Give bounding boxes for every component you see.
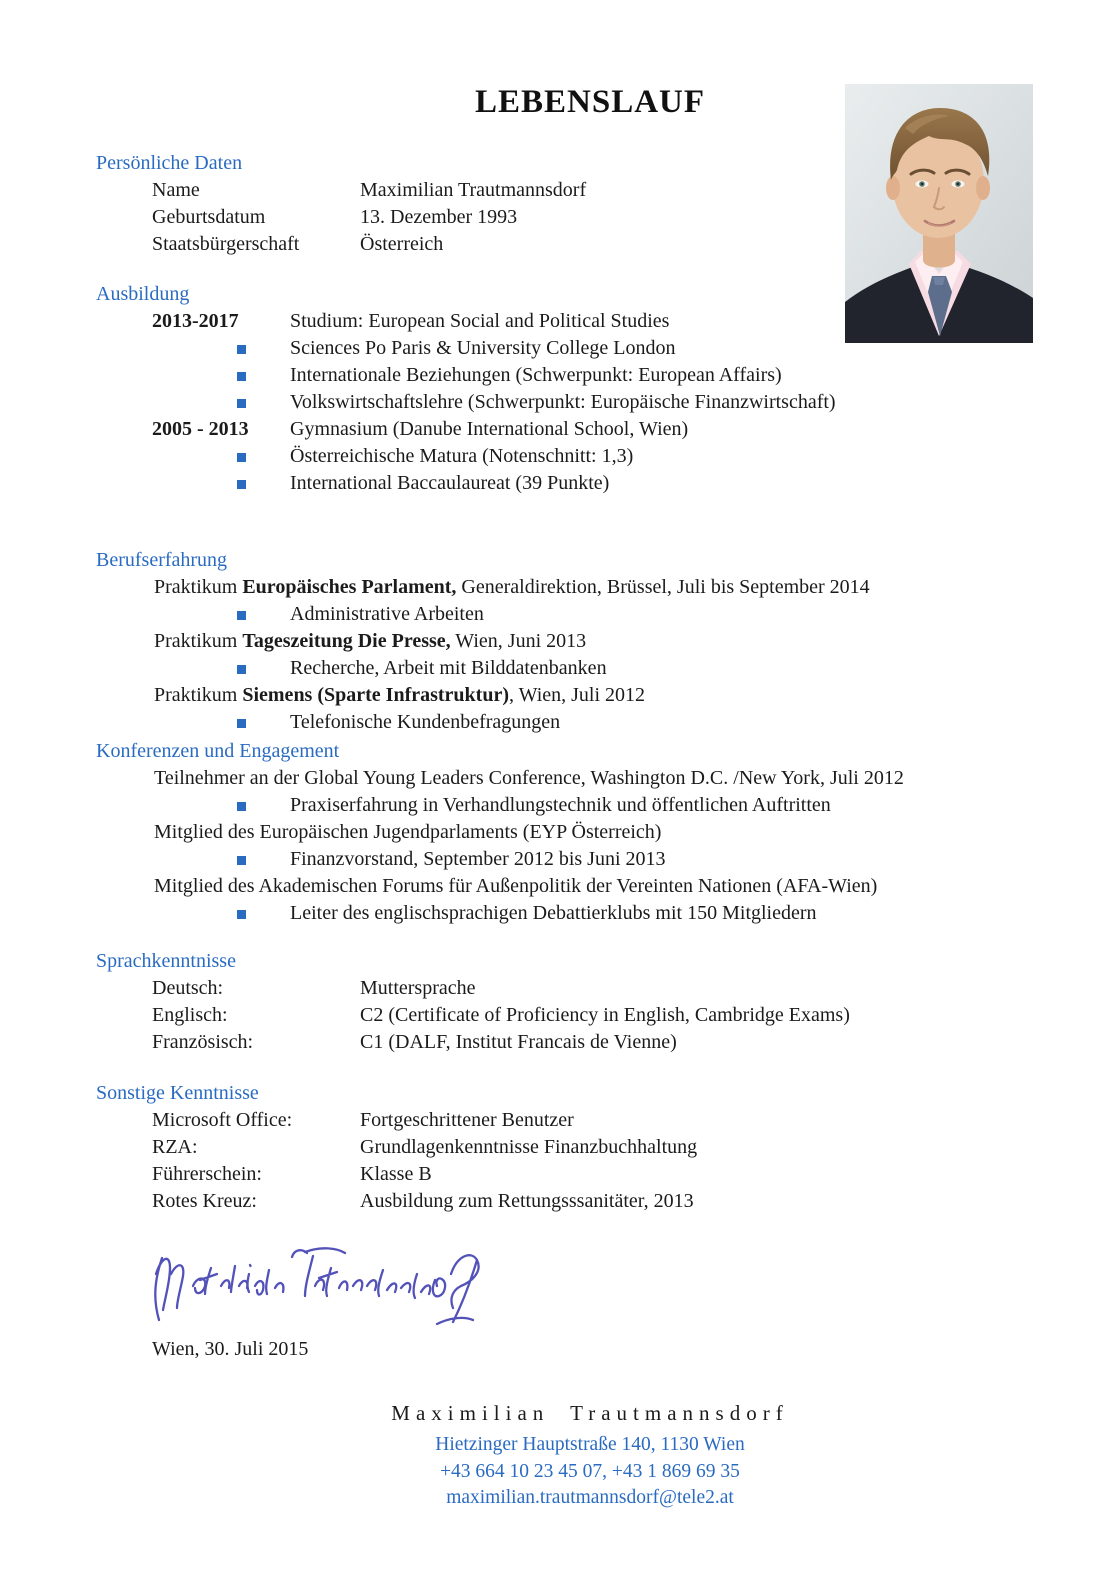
field-label: Staatsbürgerschaft	[152, 233, 300, 255]
field-label: Englisch:	[152, 1004, 228, 1026]
square-bullet-icon	[237, 910, 246, 919]
education-title: Gymnasium (Danube International School, Wien)	[290, 418, 689, 440]
section-heading-experience: Berufserfahrung	[96, 549, 228, 571]
experience-entry-head	[96, 574, 1056, 601]
square-bullet-icon	[237, 611, 246, 620]
skill-row-redcross	[96, 1188, 1056, 1215]
square-bullet-icon	[237, 856, 246, 865]
section-education	[96, 281, 1056, 497]
experience-bullet	[96, 601, 1056, 628]
signature-handwriting	[146, 1230, 502, 1330]
section-heading-engagement: Konferenzen und Engagement	[96, 740, 340, 762]
square-bullet-icon	[237, 802, 246, 811]
entry-detail: Wien, Juni 2013	[450, 630, 587, 652]
language-row-german	[96, 975, 1056, 1002]
education-bullet	[96, 443, 1056, 470]
bullet-text: Volkswirtschaftslehre (Schwerpunkt: Europäische Finanzwirtschaft)	[290, 391, 836, 413]
education-period: 2005 - 2013	[152, 418, 249, 440]
skill-row-rza	[96, 1134, 1056, 1161]
entry-prefix: Praktikum	[154, 684, 243, 706]
entry-detail: Generaldirektion, Brüssel, Juli bis September 2014	[456, 576, 870, 598]
bullet-text: Telefonische Kundenbefragungen	[290, 711, 561, 733]
section-heading-personal: Persönliche Daten	[96, 152, 243, 174]
engagement-entry-head: Teilnehmer an der Global Young Leaders Conference, Washington D.C. /New York, Juli 2012	[154, 767, 904, 789]
field-value: Muttersprache	[360, 977, 476, 999]
section-other-skills	[96, 1080, 1056, 1215]
education-bullet	[96, 362, 1056, 389]
square-bullet-icon	[237, 719, 246, 728]
entry-prefix: Praktikum	[154, 576, 243, 598]
skill-row-license	[96, 1161, 1056, 1188]
field-value: C2 (Certificate of Proficiency in English, Cambridge Exams)	[360, 1004, 850, 1026]
section-languages	[96, 948, 1056, 1056]
section-heading-languages: Sprachkenntnisse	[96, 950, 236, 972]
education-bullet	[96, 335, 1056, 362]
bullet-text: Recherche, Arbeit mit Bilddatenbanken	[290, 657, 607, 679]
bullet-text: International Baccaulaureat (39 Punkte)	[290, 472, 610, 494]
field-value: Fortgeschrittener Benutzer	[360, 1109, 574, 1131]
field-label: Microsoft Office:	[152, 1109, 293, 1131]
experience-entry-head	[96, 682, 1056, 709]
square-bullet-icon	[237, 665, 246, 674]
personal-row-name	[96, 177, 1056, 204]
footer-contact-block	[0, 1400, 1094, 1512]
entry-employer: Tageszeitung Die Presse,	[242, 630, 451, 652]
bullet-text: Sciences Po Paris & University College London	[290, 337, 676, 359]
signature-ink-image	[146, 1230, 502, 1330]
square-bullet-icon	[237, 399, 246, 408]
engagement-entry-head: Mitglied des Akademischen Forums für Außenpolitik der Vereinten Nationen (AFA-Wien)	[154, 875, 878, 897]
bullet-text: Administrative Arbeiten	[290, 603, 484, 625]
entry-prefix: Praktikum	[154, 630, 243, 652]
square-bullet-icon	[237, 345, 246, 354]
field-value: Klasse B	[360, 1163, 432, 1185]
footer-address: Hietzinger Hauptstraße 140, 1130 Wien	[435, 1434, 745, 1455]
field-value: Maximilian Trautmannsdorf	[360, 179, 587, 201]
signature-place-date: Wien, 30. Juli 2015	[152, 1338, 309, 1360]
section-engagement	[96, 738, 1056, 927]
footer-email: maximilian.trautmannsdorf@tele2.at	[446, 1487, 734, 1508]
personal-row-birthdate	[96, 204, 1056, 231]
field-value: Grundlagenkenntnisse Finanzbuchhaltung	[360, 1136, 698, 1158]
bullet-text: Österreichische Matura (Notenschnitt: 1,3)	[290, 445, 634, 467]
education-period: 2013-2017	[152, 310, 239, 332]
field-value: C1 (DALF, Institut Francais de Vienne)	[360, 1031, 677, 1053]
bullet-text: Internationale Beziehungen (Schwerpunkt: European Affairs)	[290, 364, 782, 386]
education-bullet	[96, 389, 1056, 416]
field-value: 13. Dezember 1993	[360, 206, 518, 228]
field-label: RZA:	[152, 1136, 198, 1158]
field-label: Geburtsdatum	[152, 206, 266, 228]
field-label: Führerschein:	[152, 1163, 262, 1185]
language-row-french	[96, 1029, 1056, 1056]
field-value: Österreich	[360, 233, 444, 255]
footer-name: Maximilian Trautmannsdorf	[391, 1401, 789, 1425]
experience-bullet	[96, 709, 1056, 736]
entry-detail: , Wien, Juli 2012	[509, 684, 646, 706]
engagement-entry-head: Mitglied des Europäischen Jugendparlaments (EYP Österreich)	[154, 821, 662, 843]
field-label: Name	[152, 179, 200, 201]
bullet-text: Leiter des englischsprachigen Debattierklubs mit 150 Mitgliedern	[290, 902, 817, 924]
section-personal	[96, 150, 1056, 258]
footer-phone: +43 664 10 23 45 07, +43 1 869 69 35	[440, 1460, 740, 1482]
education-entry-head	[96, 416, 1056, 443]
experience-bullet	[96, 655, 1056, 682]
language-row-english	[96, 1002, 1056, 1029]
education-bullet	[96, 470, 1056, 497]
field-label: Französisch:	[152, 1031, 254, 1053]
education-title: Studium: European Social and Political Studies	[290, 310, 670, 332]
page-title: LEBENSLAUF	[474, 84, 706, 120]
section-heading-other-skills: Sonstige Kenntnisse	[96, 1082, 259, 1104]
experience-entry-head	[96, 628, 1056, 655]
section-heading-education: Ausbildung	[96, 283, 190, 305]
engagement-bullet	[96, 846, 1056, 873]
personal-row-citizenship	[96, 231, 1056, 258]
section-experience	[96, 547, 1056, 736]
field-value: Ausbildung zum Rettungsssanitäter, 2013	[360, 1190, 694, 1212]
engagement-bullet	[96, 792, 1056, 819]
square-bullet-icon	[237, 372, 246, 381]
entry-employer: Siemens (Sparte Infrastruktur)	[242, 684, 509, 706]
square-bullet-icon	[237, 480, 246, 489]
skill-row-msoffice	[96, 1107, 1056, 1134]
field-label: Rotes Kreuz:	[152, 1190, 257, 1212]
bullet-text: Finanzvorstand, September 2012 bis Juni 2013	[290, 848, 666, 870]
bullet-text: Praxiserfahrung in Verhandlungstechnik und öffentlichen Auftritten	[290, 794, 831, 816]
education-entry-head	[96, 308, 1056, 335]
field-label: Deutsch:	[152, 977, 224, 999]
engagement-bullet	[96, 900, 1056, 927]
entry-employer: Europäisches Parlament,	[242, 576, 457, 598]
square-bullet-icon	[237, 453, 246, 462]
